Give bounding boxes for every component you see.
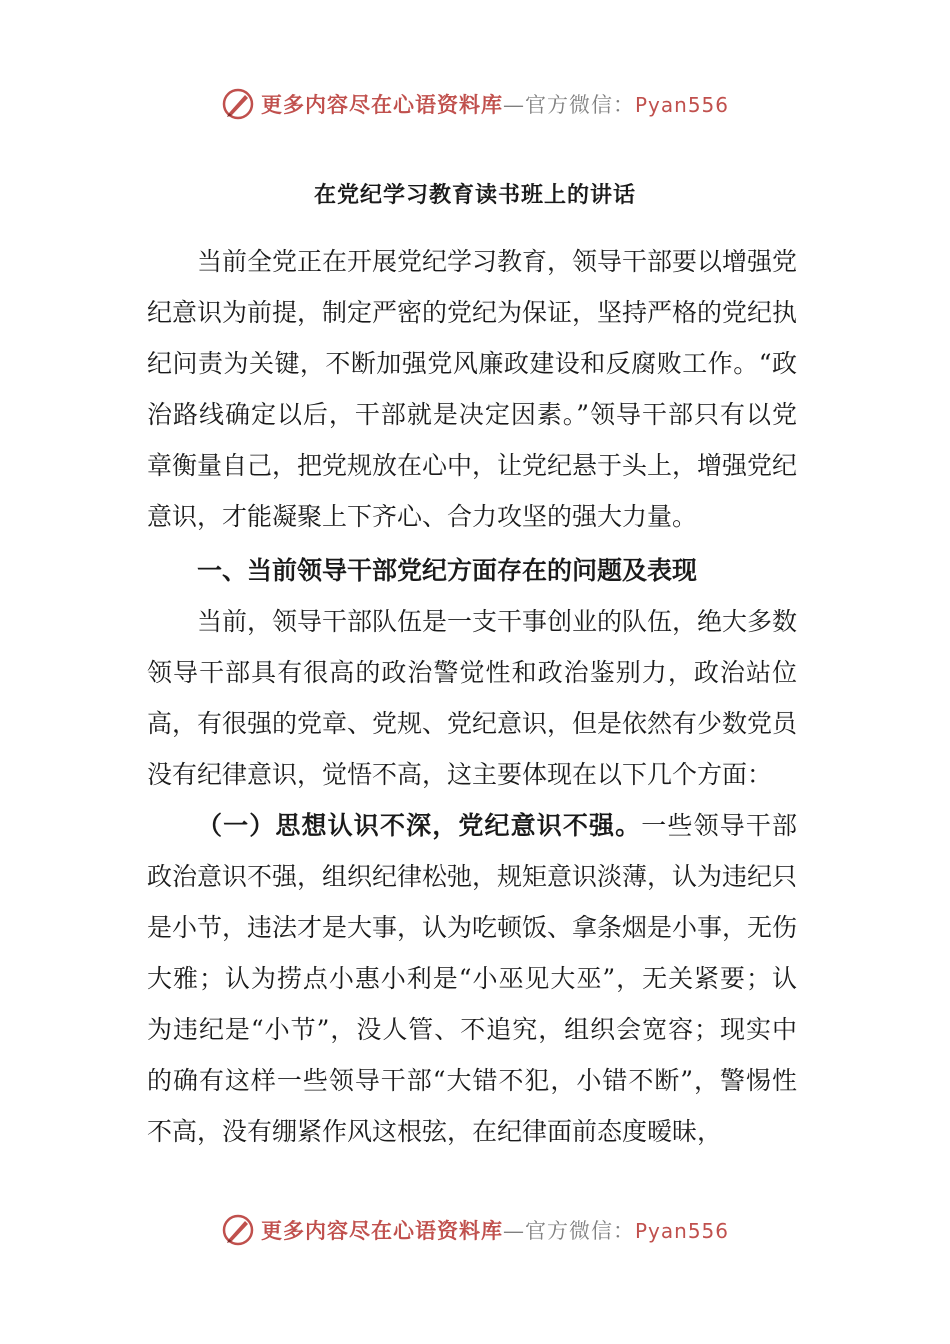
document-body [147,236,797,1157]
section-heading-1: 一、当前领导干部党纪方面存在的问题及表现 [197,556,698,585]
footer-banner [0,1210,950,1250]
pen-logo-icon [221,87,255,121]
header-banner [0,84,950,124]
banner-wechat-id: Pyan556 [634,1219,729,1243]
banner-label: 官方微信： [524,93,635,117]
paragraph-3-text: 一些领导干部政治意识不强，组织纪律松弛，规矩意识淡薄，认为违纪只是小节，违法才是大事，认为吃顿饭、拿条烟是小事，无伤大雅；认为捞点小惠小利是“小巫见大巫”，无关紧要；认为违纪是“小节”，没人管、不追究，组织会宽容；现实中的确有这样一些领导干部“大错不犯，小错不断”，警惕性不高，没有绷紧作风这根弦，在纪律面前态度暧昧， [147,811,798,1146]
banner-text [261,89,729,119]
banner-main-text: 更多内容尽在心语资料库 [260,1218,503,1243]
banner-separator: — [502,93,525,117]
banner-main-text: 更多内容尽在心语资料库 [260,92,503,117]
banner-label: 官方微信： [524,1219,635,1243]
paragraph-intro: 当前全党正在开展党纪学习教育，领导干部要以增强党纪意识为前提，制定严密的党纪为保证，坚持严格的党纪执纪问责为关键，不断加强党风廉政建设和反腐败工作。“政治路线确定以后，干部就是决定因素。”领导干部只有以党章衡量自己，把党规放在心中，让党纪悬于头上，增强党纪意识，才能凝聚上下齐心、合力攻坚的强大力量。 [147,247,798,531]
pen-logo-icon [221,1213,255,1247]
document-title: 在党纪学习教育读书班上的讲话 [313,183,636,208]
paragraph-2: 当前，领导干部队伍是一支干事创业的队伍，绝大多数领导干部具有很高的政治警觉性和政治鉴别力，政治站位高，有很强的党章、党规、党纪意识，但是依然有少数党员没有纪律意识，觉悟不高，这主要体现在以下几个方面： [147,607,798,789]
paragraph-3 [147,800,797,1157]
banner-separator: — [502,1219,525,1243]
banner-wechat-id: Pyan556 [634,93,729,117]
banner-text [261,1215,729,1245]
subheading-1: （一）思想认识不深，党纪意识不强。 [197,811,642,840]
